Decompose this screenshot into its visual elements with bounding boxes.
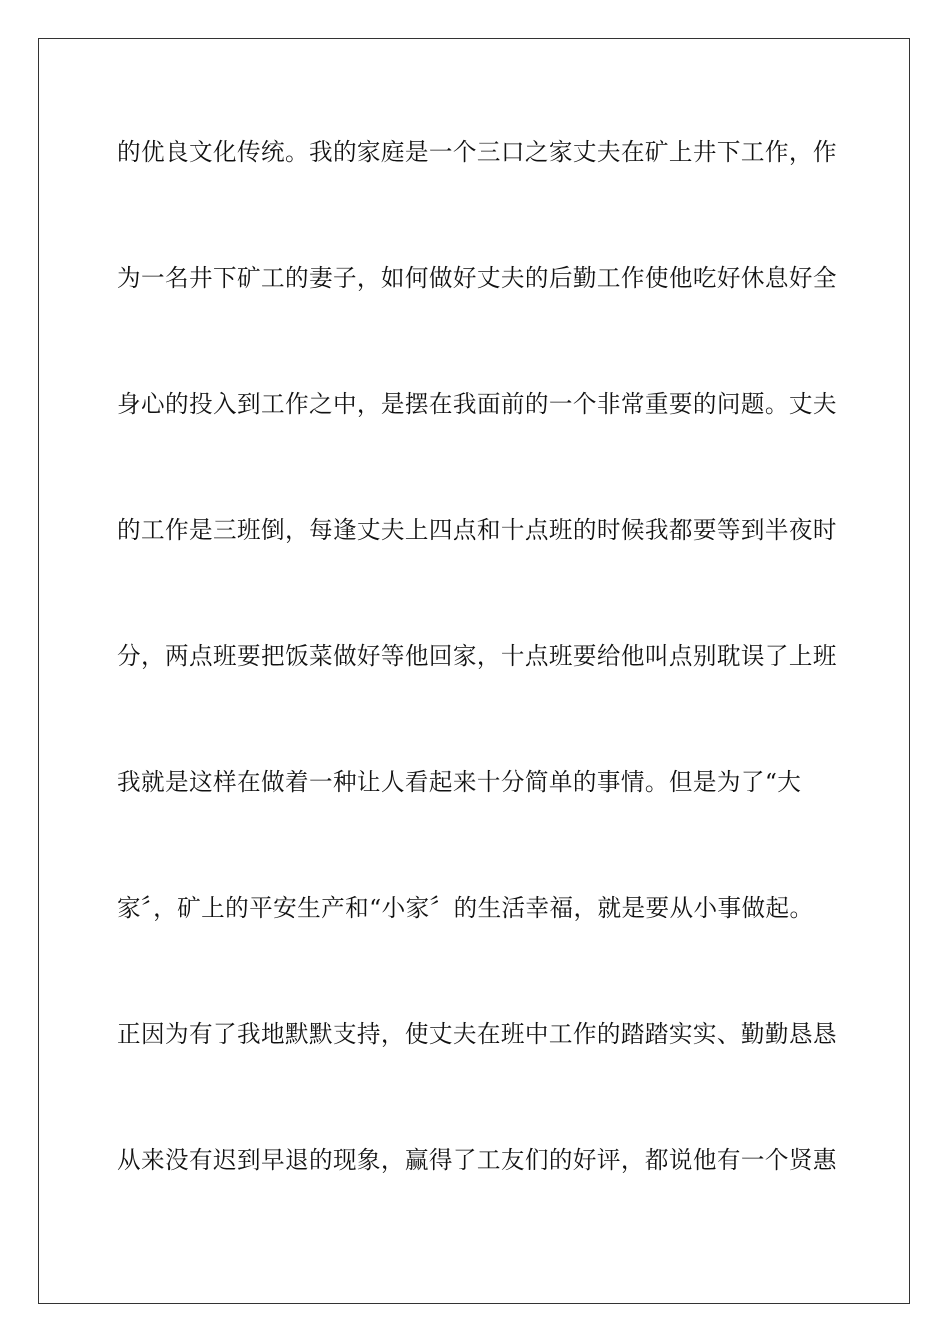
text-line: 分，两点班要把饭菜做好等他回家，十点班要给他叫点别耽误了上班 xyxy=(117,642,837,670)
text-line: 家〞，矿上的平安生产和“小家〞的生活幸福，就是要从小事做起。 xyxy=(117,894,814,922)
text-line: 身心的投入到工作之中，是摆在我面前的一个非常重要的问题。丈夫 xyxy=(117,390,837,418)
text-line: 为一名井下矿工的妻子，如何做好丈夫的后勤工作使他吃好休息好全 xyxy=(117,264,837,292)
text-line: 的工作是三班倒，每逢丈夫上四点和十点班的时候我都要等到半夜时 xyxy=(117,516,837,544)
text-line: 的优良文化传统。我的家庭是一个三口之家丈夫在矿上井下工作，作 xyxy=(117,138,837,166)
text-line: 正因为有了我地默默支持，使丈夫在班中工作的踏踏实实、勤勤恳恳 xyxy=(117,1020,837,1048)
text-line: 从来没有迟到早退的现象，赢得了工友们的好评，都说他有一个贤惠 xyxy=(117,1146,837,1174)
body-text xyxy=(117,122,837,1256)
text-line: 我就是这样在做着一种让人看起来十分简单的事情。但是为了“大 xyxy=(117,768,802,796)
